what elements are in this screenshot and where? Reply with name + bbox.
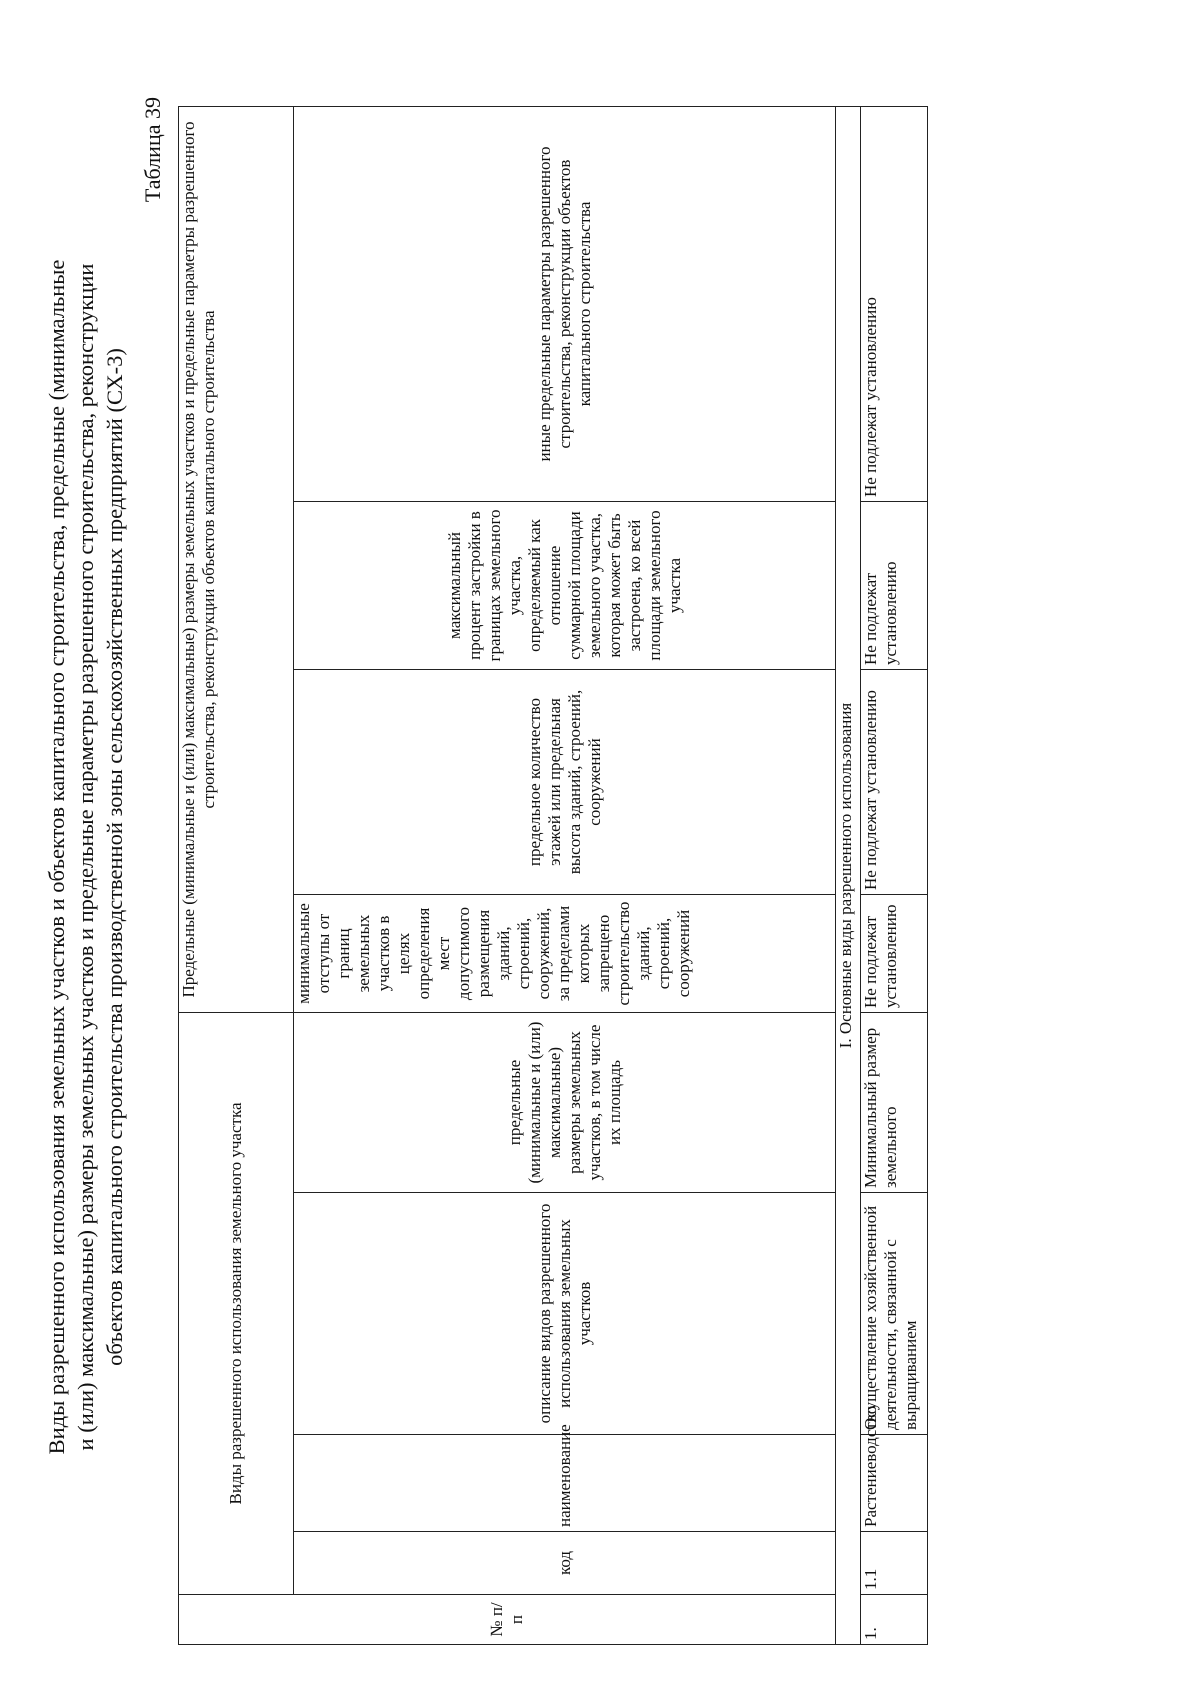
title-line: и (или) максимальные) размеры земельных участков и предельные параметры разрешенного строительства, реконструкции (73, 263, 98, 1451)
header-group-types: Виды разрешенного использования земельного участка (179, 1013, 294, 1595)
header-setback: минимальные отступы от границ земельных участков в целях определения мест допустимого размещения зданий, строений, сооружений, за пределами которых запрещено строительство зданий, строений, сооружений (294, 895, 836, 1013)
table-row (861, 107, 928, 1645)
header-name: наименование (294, 1435, 836, 1532)
title-line: объектов капитального строительства производственной зоны сельскохозяйственных предприятий (СХ-3) (102, 348, 127, 1366)
cell-size: Минимальный размер земельного (861, 1013, 928, 1193)
cell-num: 1. (861, 1595, 928, 1645)
cell-coverage: Не подлежат установлению (861, 502, 928, 670)
header-size: предельные (минимальные и (или) максимальные) размеры земельных участков, в том числе их площадь (294, 1013, 836, 1193)
cell-other: Не подлежат установлению (861, 107, 928, 502)
cell-floors: Не подлежат установлению (861, 670, 928, 895)
table-number: Таблица 39 (140, 97, 165, 203)
header-row-top (179, 107, 294, 1645)
document-title (42, 157, 129, 1557)
cell-setback: Не подлежат установлению (861, 895, 928, 1013)
section-heading: I. Основные виды разрешенного использования (836, 107, 861, 1645)
cell-name: Растениеводство (861, 1435, 928, 1532)
header-other: иные предельные параметры разрешенного строительства, реконструкции объектов капитального строительства (294, 107, 836, 502)
header-description: описание видов разрешенного использования земельных участков (294, 1193, 836, 1435)
header-num: № п/п (179, 1595, 836, 1645)
section-row (836, 107, 861, 1645)
zoning-table (178, 106, 928, 1645)
header-code: код (294, 1532, 836, 1595)
title-line: Виды разрешенного использования земельных участков и объектов капитального строительства, предельные (минимальные (44, 259, 69, 1455)
header-floors: предельное количество этажей или предельная высота зданий, строений, сооружений (294, 670, 836, 895)
cell-code: 1.1 (861, 1532, 928, 1595)
cell-description: Осуществление хозяйственной деятельности, связанной с выращиванием (861, 1193, 928, 1435)
header-group-params: Предельные (минимальные и (или) максимальные) размеры земельных участков и предельные параметры разрешенного строительства, реконструкции объектов капитального строительства (179, 107, 294, 1013)
header-row-sub (294, 107, 836, 1645)
header-coverage: максимальный процент застройки в границах земельного участка, определяемый как отношение суммарной площади земельного участка, которая может быть застроена, ко всей площади земельного участка (294, 502, 836, 670)
